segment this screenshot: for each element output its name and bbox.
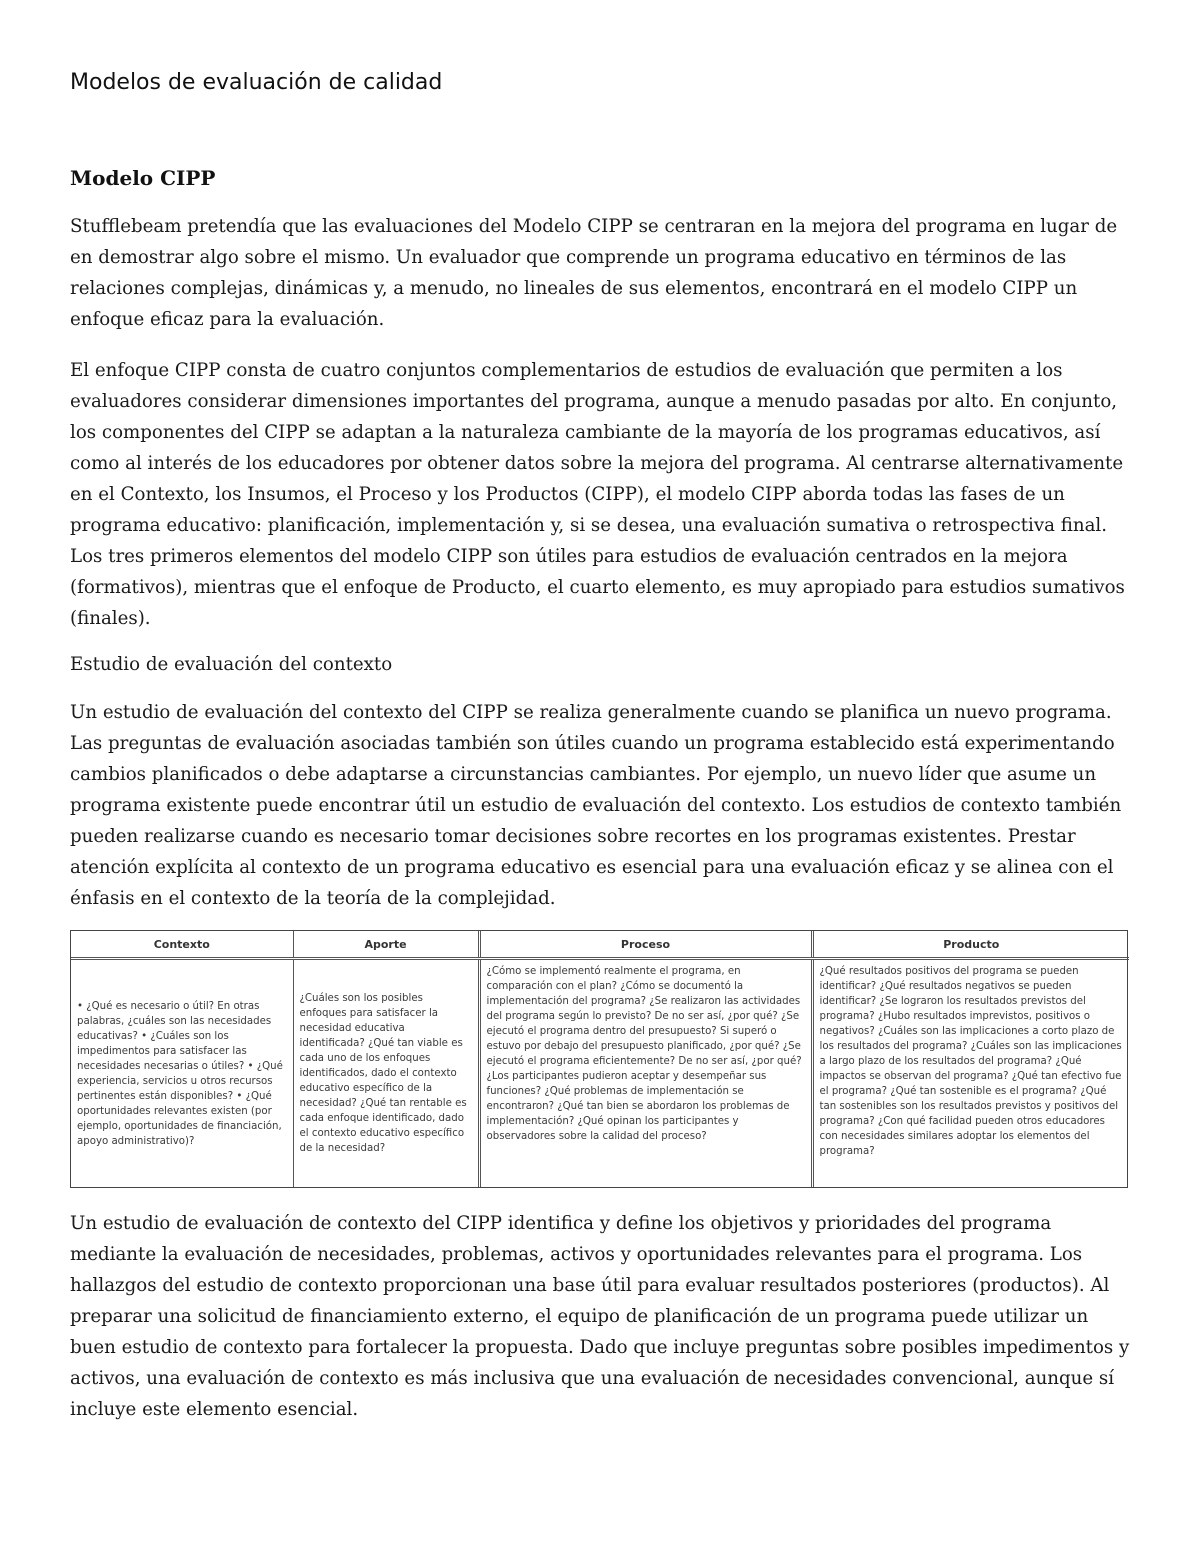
table-header-producto: Producto bbox=[812, 931, 1129, 959]
subheading-context-study: Estudio de evaluación del contexto bbox=[70, 654, 393, 675]
table-header-row bbox=[71, 931, 1129, 959]
paragraph-cipp-approach: El enfoque CIPP consta de cuatro conjuntos complementarios de estudios de evaluación que permiten a los evaluadores considerar dimensiones importantes del programa, aunque a menudo pasadas por alto. En conjunto, los componentes del CIPP se adaptan a la naturaleza cambiante de la mayoría de los programas educativos, así como al interés de los educadores por obtener datos sobre la mejora del programa. Al centrarse alternativamente en el Contexto, los Insumos, el Proceso y los Productos (CIPP), el modelo CIPP aborda todas las fases de un programa educativo: planificación, implementación y, si se desea, una evaluación sumativa o retrospectiva final. Los tres primeros elementos del modelo CIPP son útiles para estudios de evaluación centrados en la mejora (formativos), mientras que el enfoque de Producto, el cuarto elemento, es muy apropiado para estudios sumativos (finales). bbox=[70, 360, 1125, 629]
table-header-aporte: Aporte bbox=[293, 931, 479, 959]
paragraph-context-study: Un estudio de evaluación del contexto del CIPP se realiza generalmente cuando se planifica un nuevo programa. Las preguntas de evaluación asociadas también son útiles cuando un programa establecido está experimentando cambios planificados o debe adaptarse a circunstancias cambiantes. Por ejemplo, un nuevo líder que asume un programa existente puede encontrar útil un estudio de evaluación del contexto. Los estudios de contexto también pueden realizarse cuando es necesario tomar decisiones sobre recortes en los programas existentes. Prestar atención explícita al contexto de un programa educativo es esencial para una evaluación eficaz y se alinea con el énfasis en el contexto de la teoría de la complejidad. bbox=[70, 702, 1122, 909]
cipp-questions-table-figure bbox=[70, 930, 1128, 1188]
cipp-questions-table bbox=[71, 931, 1129, 1187]
table-header-contexto: Contexto bbox=[71, 931, 293, 959]
paragraph-intro: Stufflebeam pretendía que las evaluaciones del Modelo CIPP se centraran en la mejora del programa en lugar de en demostrar algo sobre el mismo. Un evaluador que comprende un programa educativo en términos de las relaciones complejas, dinámicas y, a menudo, no lineales de sus elementos, encontrará en el modelo CIPP un enfoque eficaz para la evaluación. bbox=[70, 216, 1118, 330]
table-header-proceso: Proceso bbox=[479, 931, 812, 959]
table-cell-contexto: • ¿Qué es necesario o útil? En otras palabras, ¿cuáles son las necesidades educativas? • ¿Cuáles son los impedimentos para satisfacer las necesidades necesarias o útiles? • ¿Qué experiencia, servicios u otros recursos pertinentes están disponibles? • ¿Qué oportunidades relevantes existen (por ejemplo, oportunidades de financiación, apoyo administrativo)? bbox=[71, 959, 293, 1188]
document-title: Modelos de evaluación de calidad bbox=[70, 70, 443, 95]
paragraph-context-findings: Un estudio de evaluación de contexto del CIPP identifica y define los objetivos y prioridades del programa mediante la evaluación de necesidades, problemas, activos y oportunidades relevantes para el programa. Los hallazgos del estudio de contexto proporcionan una base útil para evaluar resultados posteriores (productos). Al preparar una solicitud de financiamiento externo, el equipo de planificación de un programa puede utilizar un buen estudio de contexto para fortalecer la propuesta. Dado que incluye preguntas sobre posibles impedimentos y activos, una evaluación de contexto es más inclusiva que una evaluación de necesidades convencional, aunque sí incluye este elemento esencial. bbox=[70, 1213, 1130, 1420]
section-heading: Modelo CIPP bbox=[70, 166, 216, 190]
table-cell-aporte: ¿Cuáles son los posibles enfoques para satisfacer la necesidad educativa identificada? ¿Qué tan viable es cada uno de los enfoques identificados, dado el contexto educativo específico de la necesidad? ¿Qué tan rentable es cada enfoque identificado, dado el contexto educativo específico de la necesidad? bbox=[293, 959, 479, 1188]
table-cell-producto: ¿Qué resultados positivos del programa se pueden identificar? ¿Qué resultados negativos se pueden identificar? ¿Se lograron los resultados previstos del programa? ¿Hubo resultados imprevistos, positivos o negativos? ¿Cuáles son las implicaciones a corto plazo de los resultados del programa? ¿Cuáles son las implicaciones a largo plazo de los resultados del programa? ¿Qué impactos se observan del programa? ¿Qué tan efectivo fue el programa? ¿Qué tan sostenible es el programa? ¿Qué tan sostenibles son los resultados previstos y positivos del programa? ¿Con qué facilidad pueden otros educadores con necesidades similares adoptar los elementos del programa? bbox=[812, 959, 1129, 1188]
table-cell-proceso: ¿Cómo se implementó realmente el programa, en comparación con el plan? ¿Cómo se documentó la implementación del programa? ¿Se realizaron las actividades del programa según lo previsto? De no ser así, ¿por qué? ¿Se ejecutó el programa dentro del presupuesto? Si superó o estuvo por debajo del presupuesto planificado, ¿por qué? ¿Se ejecutó el programa eficientemente? De no ser así, ¿por qué? ¿Los participantes pudieron aceptar y desempeñar sus funciones? ¿Qué problemas de implementación se encontraron? ¿Qué tan bien se abordaron los problemas de implementación? ¿Qué opinan los participantes y observadores sobre la calidad del proceso? bbox=[479, 959, 812, 1188]
table-row bbox=[71, 959, 1129, 1188]
